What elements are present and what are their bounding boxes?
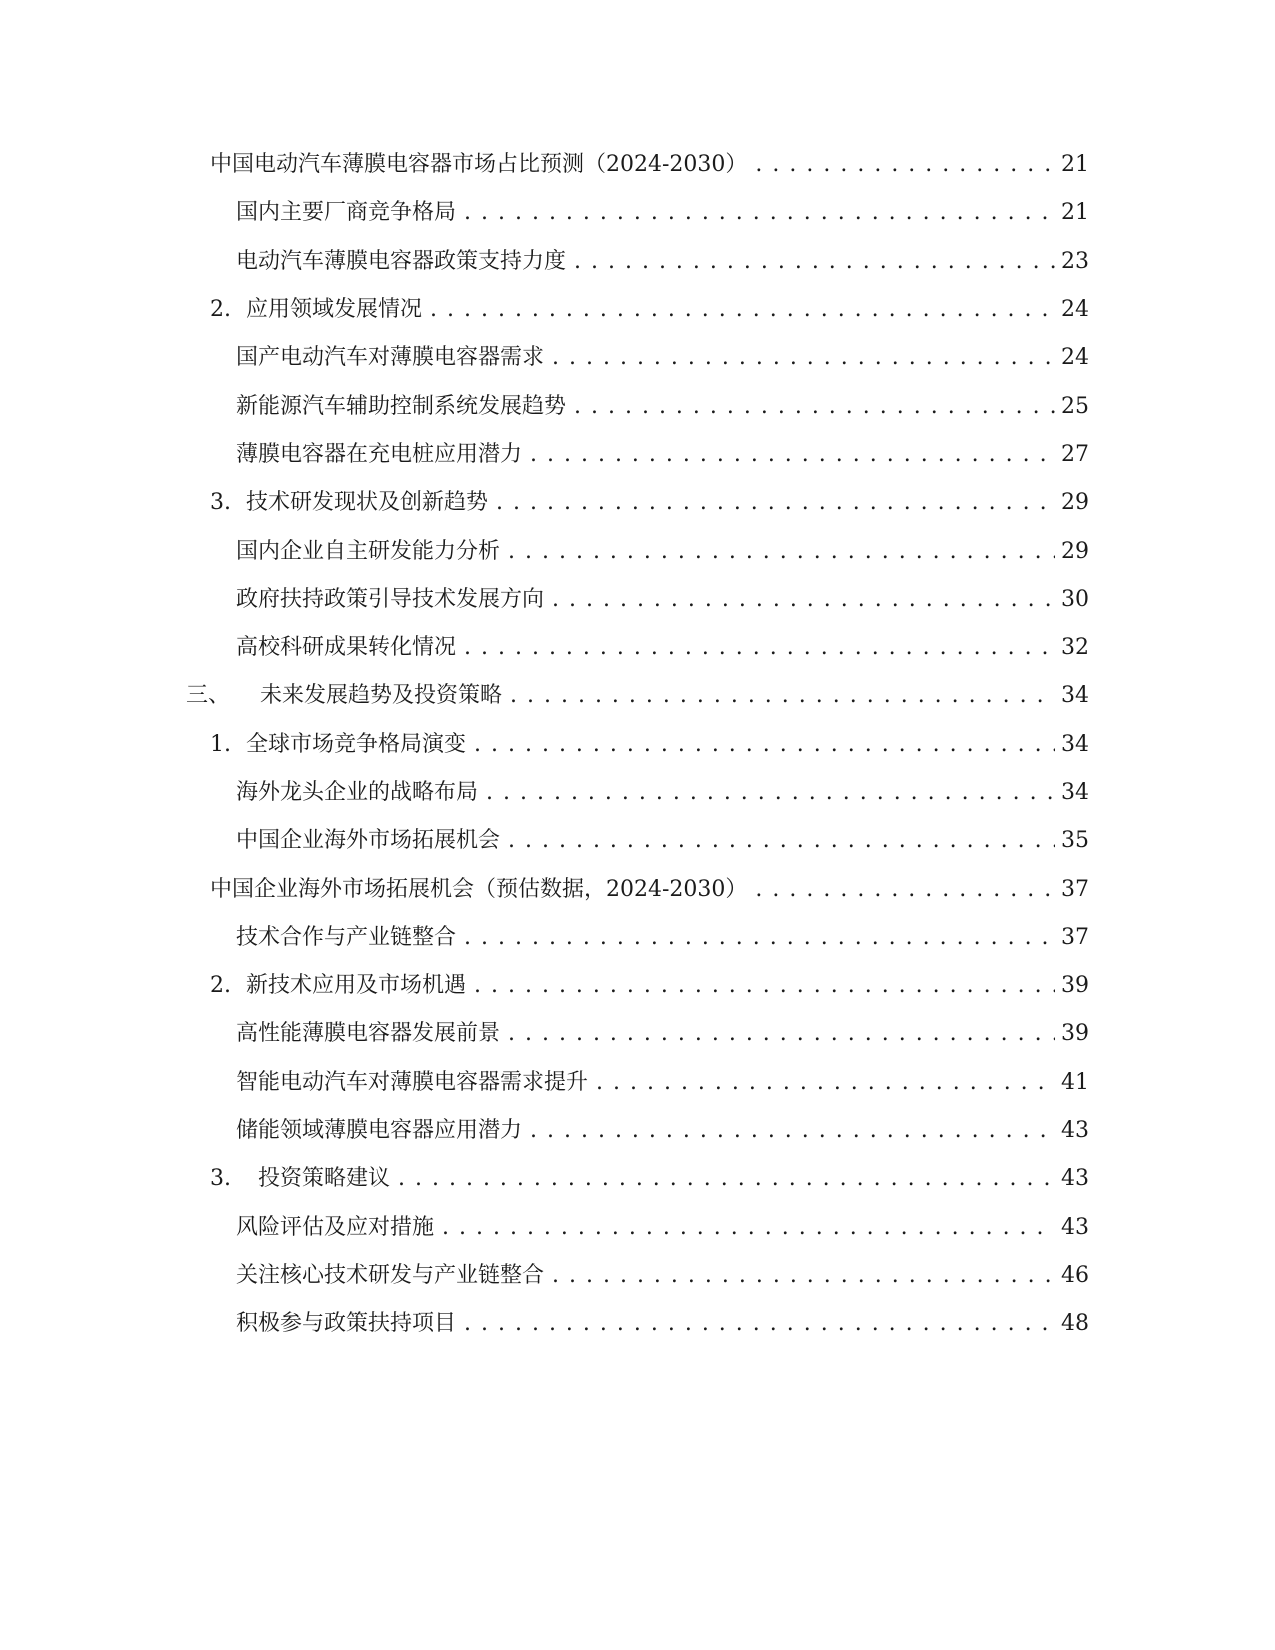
toc-entry-page: 21 (1061, 200, 1089, 226)
toc-entry-title: 风险评估及应对措施 (236, 1214, 435, 1240)
toc-entry-page: 24 (1061, 297, 1089, 323)
toc-entry-page: 39 (1061, 1021, 1089, 1047)
toc-dot-leader (574, 392, 1055, 422)
toc-entry[interactable] (0, 1204, 1275, 1252)
toc-dot-leader (508, 1019, 1055, 1049)
toc-entry-title: 中国企业海外市场拓展机会（预估数据，2024-2030） (210, 876, 748, 902)
toc-entry-page: 43 (1061, 1118, 1089, 1144)
toc-entry-title: 智能电动汽车对薄膜电容器需求提升 (236, 1069, 589, 1095)
toc-entry[interactable] (0, 865, 1275, 913)
toc-entry-page: 48 (1061, 1311, 1089, 1337)
toc-dot-leader (755, 150, 1055, 180)
toc-entry-number: 2. (210, 297, 231, 323)
toc-entry-page: 41 (1061, 1069, 1089, 1095)
toc-entry-title: 未来发展趋势及投资策略 (260, 683, 503, 709)
toc-entry[interactable] (0, 382, 1275, 430)
toc-entry[interactable] (0, 672, 1275, 720)
toc-entry-page: 34 (1061, 731, 1089, 757)
toc-entry[interactable] (0, 1300, 1275, 1348)
toc-entry-title: 海外龙头企业的战略布局 (236, 780, 479, 805)
toc-dot-leader (442, 1213, 1055, 1243)
toc-entry-page: 46 (1061, 1262, 1089, 1288)
toc-entry[interactable] (0, 817, 1275, 865)
toc-entry-number: 1. (210, 731, 231, 757)
toc-dot-leader (530, 1116, 1055, 1146)
toc-entry-page: 21 (1061, 152, 1089, 178)
toc-entry[interactable] (0, 1059, 1275, 1107)
toc-entry-title: 国内主要厂商竞争格局 (236, 200, 457, 226)
toc-entry[interactable] (0, 914, 1275, 962)
toc-entry-page: 34 (1061, 780, 1089, 805)
toc-entry-number: 三、 (186, 683, 231, 709)
toc-dot-leader (530, 440, 1055, 470)
toc-entry-title: 电动汽车薄膜电容器政策支持力度 (236, 248, 567, 274)
toc-entry[interactable] (0, 721, 1275, 769)
toc-entry-page: 23 (1061, 248, 1089, 274)
toc-entry-title: 新能源汽车辅助控制系统发展趋势 (236, 393, 567, 419)
toc-entry-title: 中国电动汽车薄膜电容器市场占比预测（2024-2030） (210, 152, 748, 178)
toc-entry-page: 43 (1061, 1166, 1089, 1192)
toc-dot-leader (464, 633, 1055, 663)
toc-dot-leader (474, 971, 1055, 1001)
toc-entry-title: 高性能薄膜电容器发展前景 (236, 1021, 501, 1047)
toc-dot-leader (596, 1068, 1055, 1098)
toc-entry-number: 3. (210, 1166, 231, 1192)
toc-dot-leader (464, 198, 1055, 228)
toc-dot-leader (552, 1261, 1055, 1291)
toc-entry-title: 全球市场竞争格局演变 (246, 731, 467, 757)
toc-entry[interactable] (0, 1155, 1275, 1203)
toc-entry-title: 高校科研成果转化情况 (236, 635, 457, 661)
toc-entry-page: 32 (1061, 635, 1089, 661)
toc-dot-leader (486, 778, 1055, 808)
toc-entry[interactable] (0, 769, 1275, 817)
toc-entry[interactable] (0, 1107, 1275, 1155)
toc-entry-title: 新技术应用及市场机遇 (246, 973, 467, 999)
toc-dot-leader (508, 826, 1055, 856)
toc-dot-leader (552, 585, 1055, 615)
toc-dot-leader (755, 875, 1055, 905)
toc-entry-title: 国内企业自主研发能力分析 (236, 538, 501, 564)
toc-dot-leader (474, 730, 1055, 760)
toc-entry-page: 37 (1061, 876, 1089, 902)
toc-entry-title: 储能领域薄膜电容器应用潜力 (236, 1118, 523, 1144)
toc-entry-title: 积极参与政策扶持项目 (236, 1311, 457, 1337)
toc-entry-title: 关注核心技术研发与产业链整合 (236, 1262, 545, 1288)
toc-entry-title: 薄膜电容器在充电桩应用潜力 (236, 441, 523, 467)
toc-dot-leader (508, 537, 1055, 567)
toc-entry-title: 国产电动汽车对薄膜电容器需求 (236, 345, 545, 371)
toc-dot-leader (510, 681, 1055, 711)
toc-entry-number: 3. (210, 490, 231, 516)
toc-dot-leader (398, 1164, 1055, 1194)
toc-entry-title: 投资策略建议 (258, 1166, 391, 1192)
toc-entry-page: 25 (1061, 393, 1089, 419)
toc-entry[interactable] (0, 576, 1275, 624)
toc-dot-leader (464, 923, 1055, 953)
toc-entry-page: 34 (1061, 683, 1089, 709)
toc-entry[interactable] (0, 1010, 1275, 1058)
toc-entry-title: 技术合作与产业链整合 (236, 924, 457, 950)
toc-entry[interactable] (0, 141, 1275, 189)
toc-entry-title: 中国企业海外市场拓展机会 (236, 828, 501, 854)
toc-dot-leader (496, 488, 1055, 518)
toc-entry[interactable] (0, 431, 1275, 479)
toc-entry-page: 29 (1061, 490, 1089, 516)
toc-entry[interactable] (0, 334, 1275, 382)
toc-dot-leader (574, 247, 1055, 277)
toc-entry-page: 24 (1061, 345, 1089, 371)
toc-entry[interactable] (0, 189, 1275, 237)
toc-dot-leader (430, 295, 1055, 325)
toc-dot-leader (552, 343, 1055, 373)
toc-entry-title: 技术研发现状及创新趋势 (246, 490, 489, 516)
toc-entry-page: 43 (1061, 1214, 1089, 1240)
toc-entry-page: 37 (1061, 924, 1089, 950)
toc-entry-page: 39 (1061, 973, 1089, 999)
toc-dot-leader (464, 1309, 1055, 1339)
toc-entry[interactable] (0, 527, 1275, 575)
toc-entry-page: 29 (1061, 538, 1089, 564)
toc-entry-number: 2. (210, 973, 231, 999)
toc-entry-title: 应用领域发展情况 (246, 297, 423, 323)
toc-entry-page: 27 (1061, 441, 1089, 467)
toc-entry[interactable] (0, 479, 1275, 527)
table-of-contents (0, 141, 1275, 1348)
toc-entry-page: 30 (1061, 586, 1089, 612)
toc-entry[interactable] (0, 238, 1275, 286)
toc-entry[interactable] (0, 624, 1275, 672)
toc-entry-title: 政府扶持政策引导技术发展方向 (236, 586, 545, 612)
toc-entry[interactable] (0, 1252, 1275, 1300)
toc-entry[interactable] (0, 962, 1275, 1010)
toc-entry[interactable] (0, 286, 1275, 334)
toc-entry-page: 35 (1061, 828, 1089, 854)
